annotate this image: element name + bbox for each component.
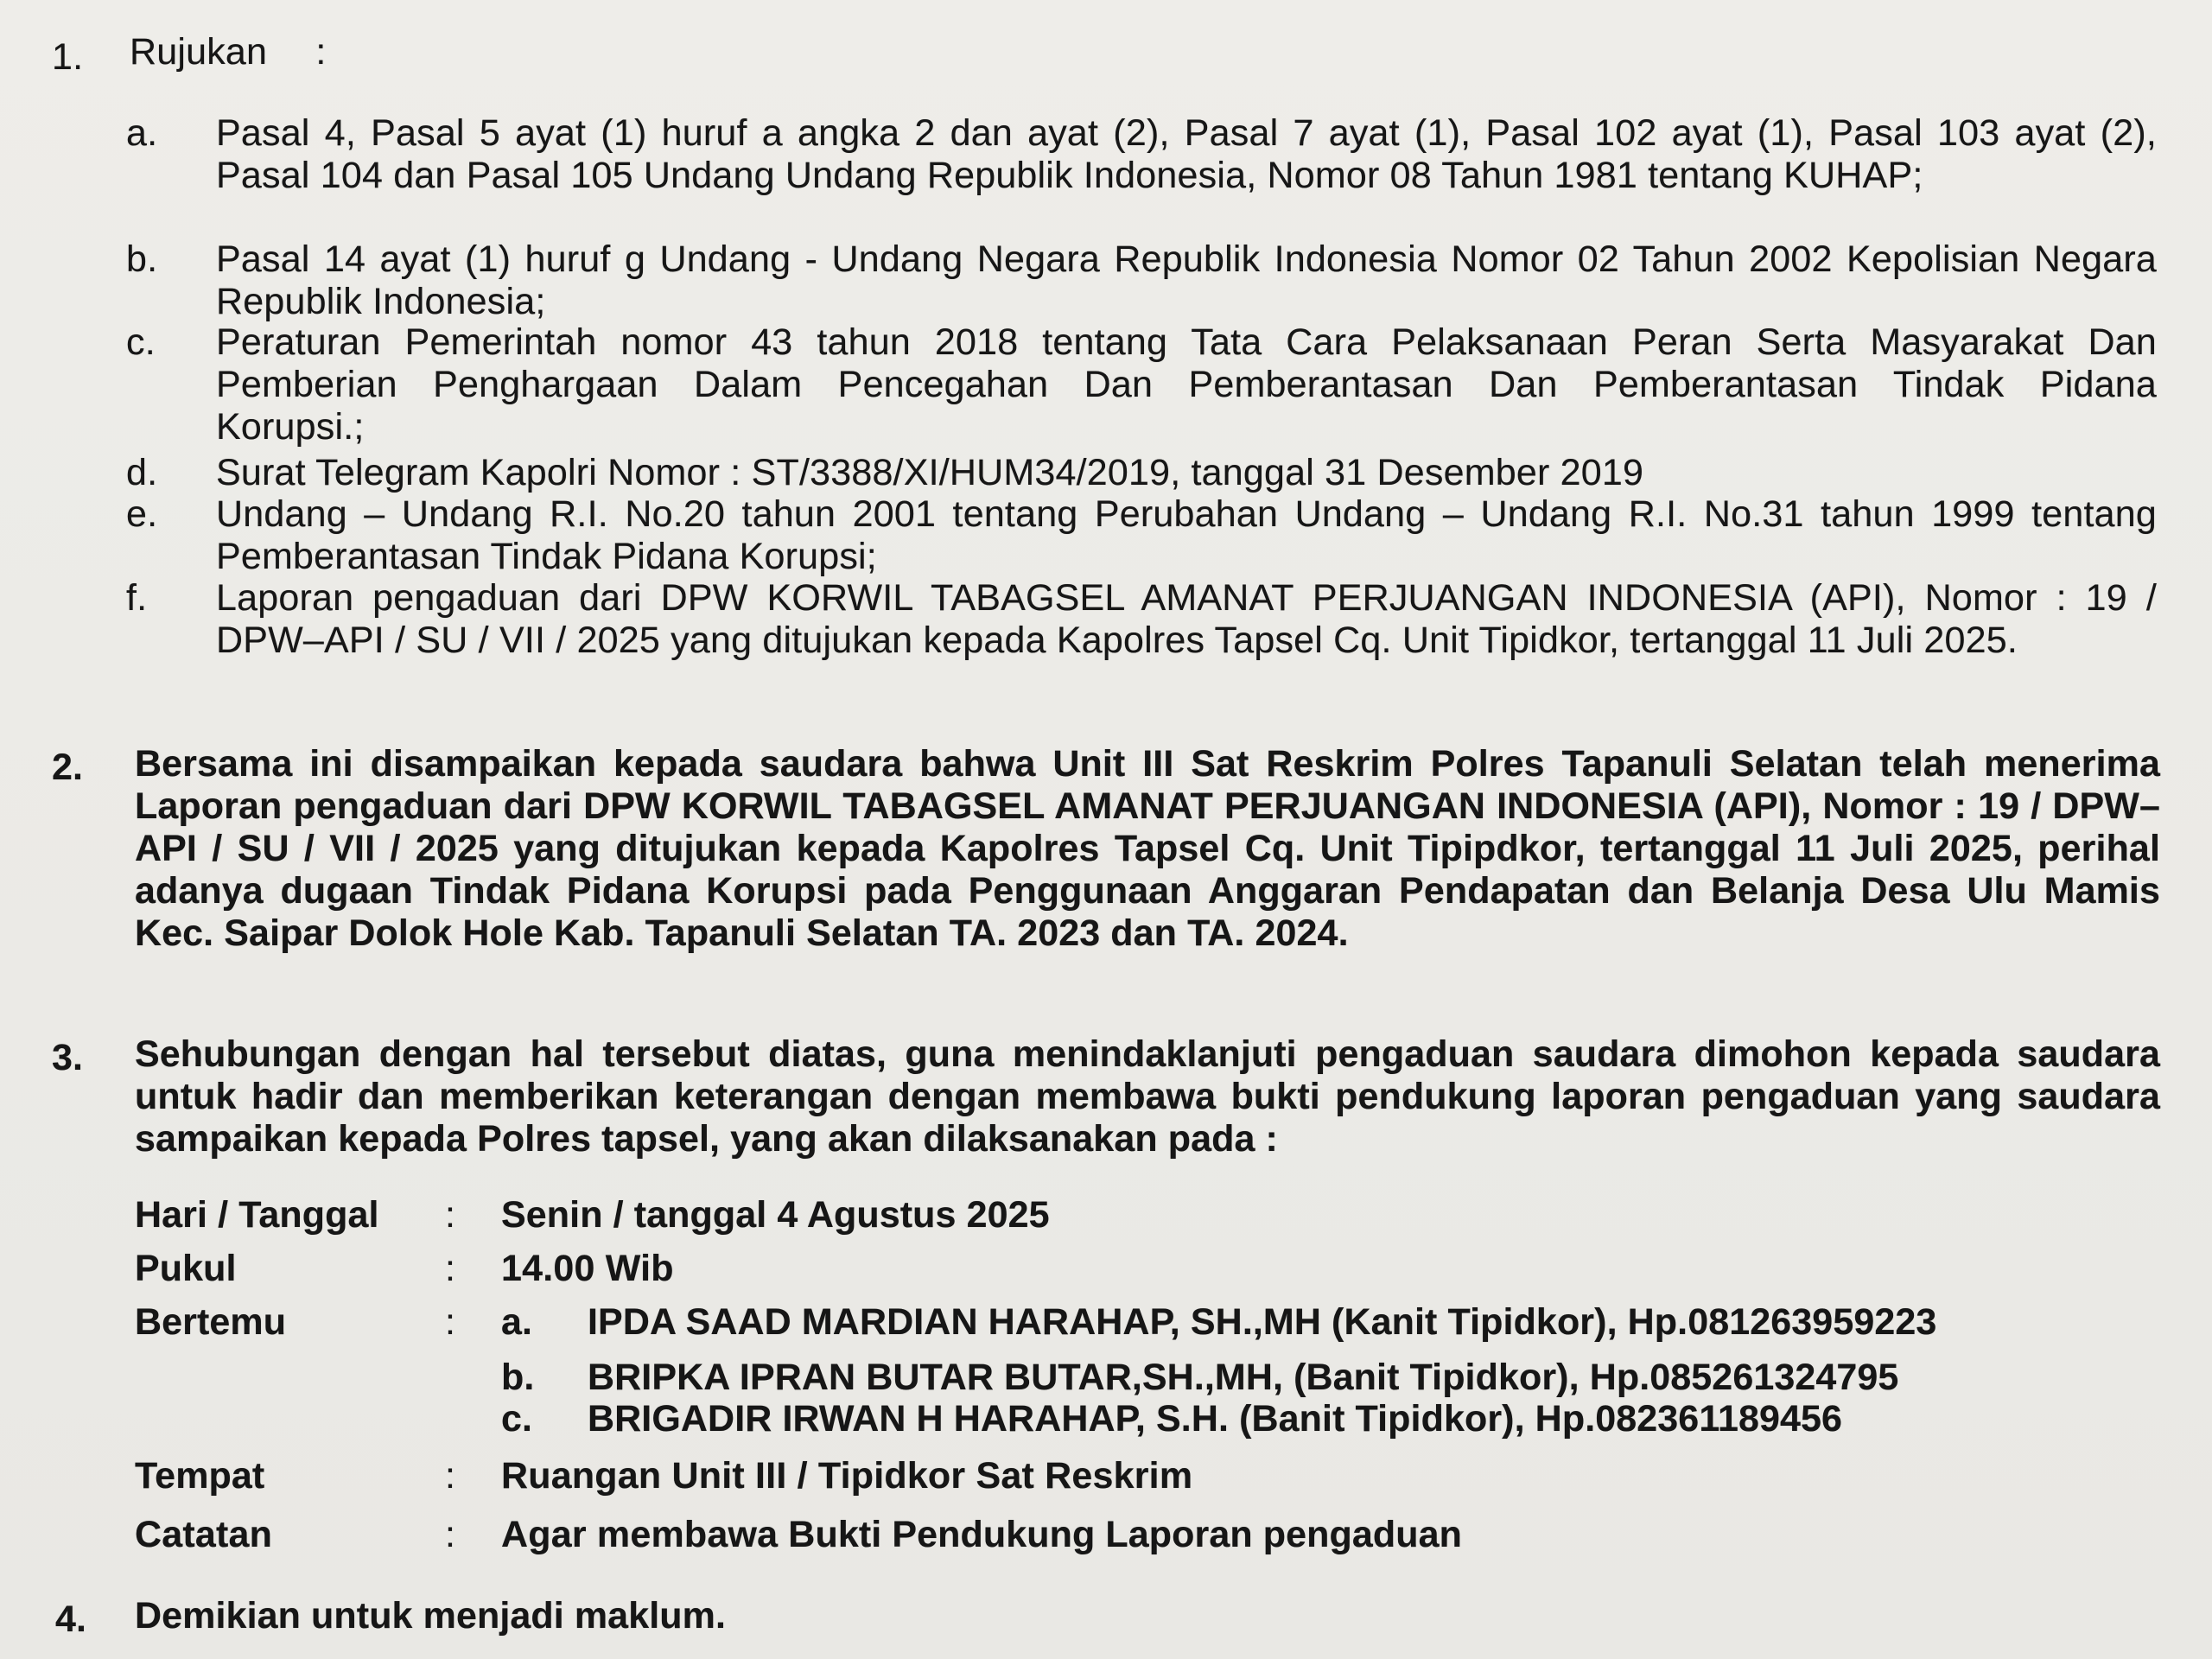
- bertemu-label: Bertemu: [135, 1301, 287, 1343]
- hari-tanggal-label: Hari / Tanggal: [135, 1194, 379, 1236]
- reference-letter: a.: [126, 112, 158, 154]
- section-3-number: 3.: [52, 1037, 84, 1078]
- reference-text: Pasal 4, Pasal 5 ayat (1) huruf a angka 2 dan ayat (2), Pasal 7 ayat (1), Pasal 102 ayat (1), Pasal 103 ayat (2), Pasal 104 dan Pasal 105 Undang Undang Republik Indonesia, Nomor 08 Tahun 1981 tentang KUHAP;: [216, 112, 2157, 196]
- bertemu-person-a: IPDA SAAD MARDIAN HARAHAP, SH.,MH (Kanit Tipidkor), Hp.081263959223: [588, 1301, 1937, 1343]
- bertemu-person-c: BRIGADIR IRWAN H HARAHAP, S.H. (Banit Tipidkor), Hp.082361189456: [588, 1398, 1843, 1440]
- tempat-label: Tempat: [135, 1455, 265, 1497]
- reference-letter: c.: [126, 321, 156, 363]
- pukul-value: 14.00 Wib: [501, 1248, 674, 1289]
- catatan-rest: Bukti Pendukung Laporan pengaduan: [778, 1514, 1463, 1555]
- reference-letter: b.: [126, 238, 158, 280]
- pukul-colon: :: [445, 1248, 456, 1289]
- reference-text: Peraturan Pemerintah nomor 43 tahun 2018 tentang Tata Cara Pelaksanaan Peran Serta Masyarakat Dan Pemberian Penghargaan Dalam Pencegahan Dan Pemberantasan Dan Pemberantasan Tindak Pidana Korupsi.;: [216, 321, 2157, 448]
- tempat-colon: :: [445, 1455, 456, 1497]
- catatan-colon: :: [445, 1514, 456, 1555]
- bertemu-colon: :: [445, 1301, 456, 1343]
- section-1-title: [130, 31, 326, 73]
- section-1-colon: :: [315, 31, 327, 73]
- section-1-number: 1.: [52, 36, 84, 78]
- reference-text: Surat Telegram Kapolri Nomor : ST/3388/XI/HUM34/2019, tanggal 31 Desember 2019: [216, 452, 1644, 493]
- section-1-title-text: Rujukan: [130, 31, 268, 73]
- bertemu-letter-c: c.: [501, 1398, 533, 1440]
- bertemu-person-b: BRIPKA IPRAN BUTAR BUTAR,SH.,MH, (Banit Tipidkor), Hp.085261324795: [588, 1357, 1899, 1398]
- reference-letter: f.: [126, 577, 148, 619]
- reference-text: Undang – Undang R.I. No.20 tahun 2001 tentang Perubahan Undang – Undang R.I. No.31 tahun 1999 tentang Pemberantasan Tindak Pidana Korupsi;: [216, 493, 2157, 577]
- reference-letter: d.: [126, 452, 158, 493]
- reference-text: Pasal 14 ayat (1) huruf g Undang - Undang Negara Republik Indonesia Nomor 02 Tahun 2002 Kepolisian Negara Republik Indonesia;: [216, 238, 2157, 322]
- catatan-emphasis: Agar membawa: [501, 1514, 779, 1555]
- tempat-value: Ruangan Unit III / Tipidkor Sat Reskrim: [501, 1455, 1193, 1497]
- section-4-text: Demikian untuk menjadi maklum.: [135, 1595, 727, 1637]
- bertemu-letter-b: b.: [501, 1357, 535, 1398]
- catatan-value: [501, 1514, 1462, 1556]
- reference-text: Laporan pengaduan dari DPW KORWIL TABAGSEL AMANAT PERJUANGAN INDONESIA (API), Nomor : 19 / DPW–API / SU / VII / 2025 yang ditujukan kepada Kapolres Tapsel Cq. Unit Tipidkor, tertanggal 11 Juli 2025.: [216, 577, 2157, 661]
- pukul-label: Pukul: [135, 1248, 237, 1289]
- reference-letter: e.: [126, 493, 158, 535]
- section-3-text: Sehubungan dengan hal tersebut diatas, guna menindaklanjuti pengaduan saudara dimohon kepada saudara untuk hadir dan memberikan keterangan dengan membawa bukti pendukung laporan pengaduan yang saudara sampaikan kepada Polres tapsel, yang akan dilaksanakan pada :: [135, 1033, 2160, 1160]
- hari-tanggal-colon: :: [445, 1194, 456, 1236]
- section-2-number: 2.: [52, 747, 84, 788]
- section-2-text: Bersama ini disampaikan kepada saudara bahwa Unit III Sat Reskrim Polres Tapanuli Selatan telah menerima Laporan pengaduan dari DPW KORWIL TABAGSEL AMANAT PERJUANGAN INDONESIA (API), Nomor : 19 / DPW–API / SU / VII / 2025 yang ditujukan kepada Kapolres Tapsel Cq. Unit Tipipdkor, tertanggal 11 Juli 2025, perihal adanya dugaan Tindak Pidana Korupsi pada Penggunaan Anggaran Pendapatan dan Belanja Desa Ulu Mamis Kec. Saipar Dolok Hole Kab. Tapanuli Selatan TA. 2023 dan TA. 2024.: [135, 743, 2160, 954]
- section-4-number: 4.: [55, 1599, 87, 1640]
- catatan-label: Catatan: [135, 1514, 273, 1555]
- bertemu-letter-a: a.: [501, 1301, 533, 1343]
- hari-tanggal-value: Senin / tanggal 4 Agustus 2025: [501, 1194, 1050, 1236]
